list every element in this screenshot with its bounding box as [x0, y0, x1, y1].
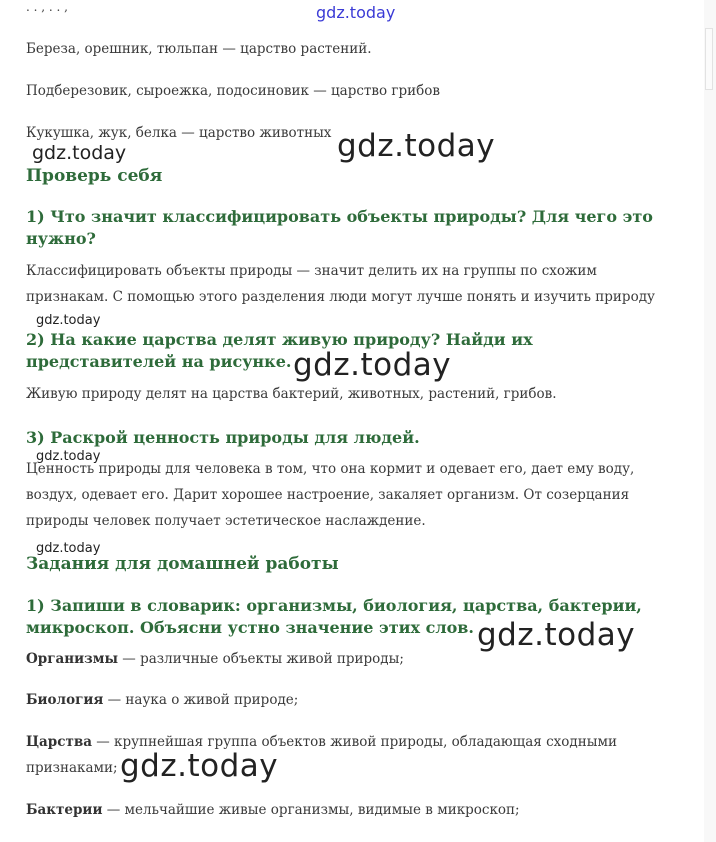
watermark-8: gdz.today	[120, 748, 279, 784]
scrollbar[interactable]	[704, 0, 716, 842]
question-3: 3) Раскрой ценность природы для людей.	[26, 428, 420, 447]
watermark-4: gdz.today	[293, 347, 452, 383]
term-definition: — крупнейшая группа объектов живой природы, обладающая сходными	[91, 734, 617, 750]
watermark-5: gdz.today	[36, 449, 101, 464]
homework-question-1-line-2: микроскоп. Объясни устно значение этих слов.	[26, 618, 474, 637]
watermark-3: gdz.today	[36, 313, 101, 328]
term-definition: — различные объекты живой природы;	[118, 651, 404, 667]
answer-3-line-2: воздух, одевает его. Дарит хорошее настроение, закаляет организм. От созерцания	[26, 487, 630, 503]
question-2-line-2: представителей на рисунке.	[26, 352, 292, 371]
term-label: Бактерии	[26, 802, 103, 818]
answer-1-line-1: Классифицировать объекты природы — значит делить их на группы по схожим	[26, 263, 597, 279]
answer-1-line-2: признакам. С помощью этого разделения люди могут лучше понять и изучить природу	[26, 289, 655, 305]
answer-3-line-3: природы человек получает эстетическое наслаждение.	[26, 513, 426, 529]
answer-3-line-1: Ценность природы для человека в том, что она кормит и одевает его, дает ему воду,	[26, 461, 635, 477]
homework-question-1-line-1: 1) Запиши в словарик: организмы, биология, царства, бактерии,	[26, 596, 642, 615]
cut-off-line: . . , . . ,	[26, 0, 68, 14]
homework-section-title: Задания для домашней работы	[26, 554, 339, 574]
watermark-1: gdz.today	[32, 142, 127, 164]
term-definition: — наука о живой природе;	[103, 692, 299, 708]
text-line-plants: Береза, орешник, тюльпан — царство растений.	[26, 41, 372, 57]
answer-2: Живую природу делят на царства бактерий, животных, растений, грибов.	[26, 386, 557, 402]
term-definition: — мельчайшие живые организмы, видимые в микроскоп;	[102, 802, 520, 818]
question-2-line-1: 2) На какие царства делят живую природу? Найди их	[26, 330, 533, 349]
text-line-animals: Кукушка, жук, белка — царство животных	[26, 125, 332, 141]
term-label: Царства	[26, 734, 92, 750]
watermark-6: gdz.today	[36, 541, 101, 556]
term-kingdoms	[26, 734, 617, 750]
question-1-line-2: нужно?	[26, 229, 96, 248]
term-label: Биология	[26, 692, 104, 708]
term-biology	[26, 692, 298, 708]
scrollbar-thumb[interactable]	[705, 28, 713, 90]
watermark-top: gdz.today	[316, 3, 396, 22]
term-label: Организмы	[26, 651, 118, 667]
term-bacteria	[26, 802, 520, 818]
question-1-line-1: 1) Что значит классифицировать объекты природы? Для чего это	[26, 207, 653, 226]
check-section-title: Проверь себя	[26, 166, 163, 186]
term-organisms	[26, 651, 404, 667]
watermark-2: gdz.today	[337, 128, 496, 164]
watermark-7: gdz.today	[477, 617, 636, 653]
term-kingdoms-continued: признаками;	[26, 760, 118, 776]
text-line-mushrooms: Подберезовик, сыроежка, подосиновик — царство грибов	[26, 83, 440, 99]
